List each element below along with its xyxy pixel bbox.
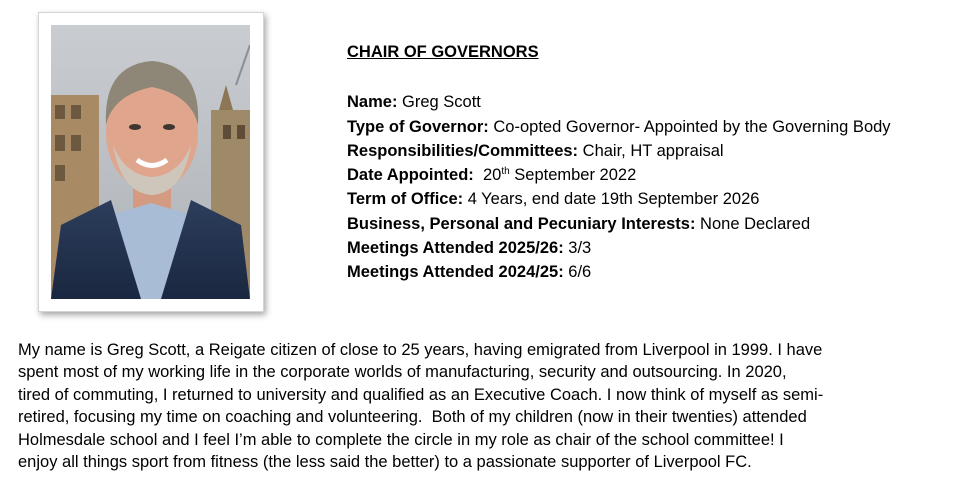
name-value: Greg Scott (397, 93, 481, 112)
portrait-photo (51, 25, 250, 299)
date-appointed-label: Date Appointed: (347, 166, 474, 185)
interests-row (347, 212, 957, 236)
meetings-2024-25-label: Meetings Attended 2024/25: (347, 263, 564, 282)
interests-value: None Declared (695, 214, 811, 233)
date-appointed-month-year: September 2022 (509, 166, 637, 185)
date-appointed-row (347, 163, 957, 187)
date-appointed-day: 20 (473, 166, 502, 185)
portrait-photo-frame (38, 12, 264, 312)
meetings-2024-25-value: 6/6 (563, 263, 592, 282)
page-title: CHAIR OF GOVERNORS (347, 43, 539, 61)
bio-line: Holmesdale school and I feel I’m able to complete the circle in my role as chair of the school committee! I (18, 430, 784, 449)
bio-line: spent most of my working life in the corporate worlds of manufacturing, security and outsourcing. In 2020, (18, 363, 787, 382)
interests-label: Business, Personal and Pecuniary Interests: (347, 214, 696, 233)
governor-type-value: Co-opted Governor- Appointed by the Governing Body (488, 117, 891, 136)
name-label: Name: (347, 93, 398, 112)
bio-line: tired of commuting, I returned to university and qualified as an Executive Coach. I now think of myself as semi- (18, 385, 824, 404)
governor-type-label: Type of Governor: (347, 117, 489, 136)
bio-line: enjoy all things sport from fitness (the less said the better) to a passionate supporter of Liverpool FC. (18, 453, 752, 472)
term-label: Term of Office: (347, 190, 464, 209)
term-row (347, 187, 957, 211)
meetings-2025-26-value: 3/3 (563, 239, 592, 258)
governor-type-row (347, 115, 957, 139)
bio-line: retired, focusing my time on coaching and volunteering. Both of my children (now in their twenties) attended (18, 408, 807, 427)
meetings-2025-26-row (347, 236, 957, 260)
responsibilities-row (347, 139, 957, 163)
biography (18, 339, 948, 473)
bio-line: My name is Greg Scott, a Reigate citizen of close to 25 years, having emigrated from Liverpool in 1999. I have (18, 341, 823, 359)
governor-details (347, 40, 957, 285)
meetings-2024-25-row (347, 260, 957, 284)
date-appointed-suffix: th (501, 166, 510, 178)
responsibilities-value: Chair, HT appraisal (578, 141, 724, 160)
meetings-2025-26-label: Meetings Attended 2025/26: (347, 239, 564, 258)
term-value: 4 Years, end date 19th September 2026 (463, 190, 760, 209)
responsibilities-label: Responsibilities/Committees: (347, 141, 579, 160)
name-row (347, 90, 957, 114)
